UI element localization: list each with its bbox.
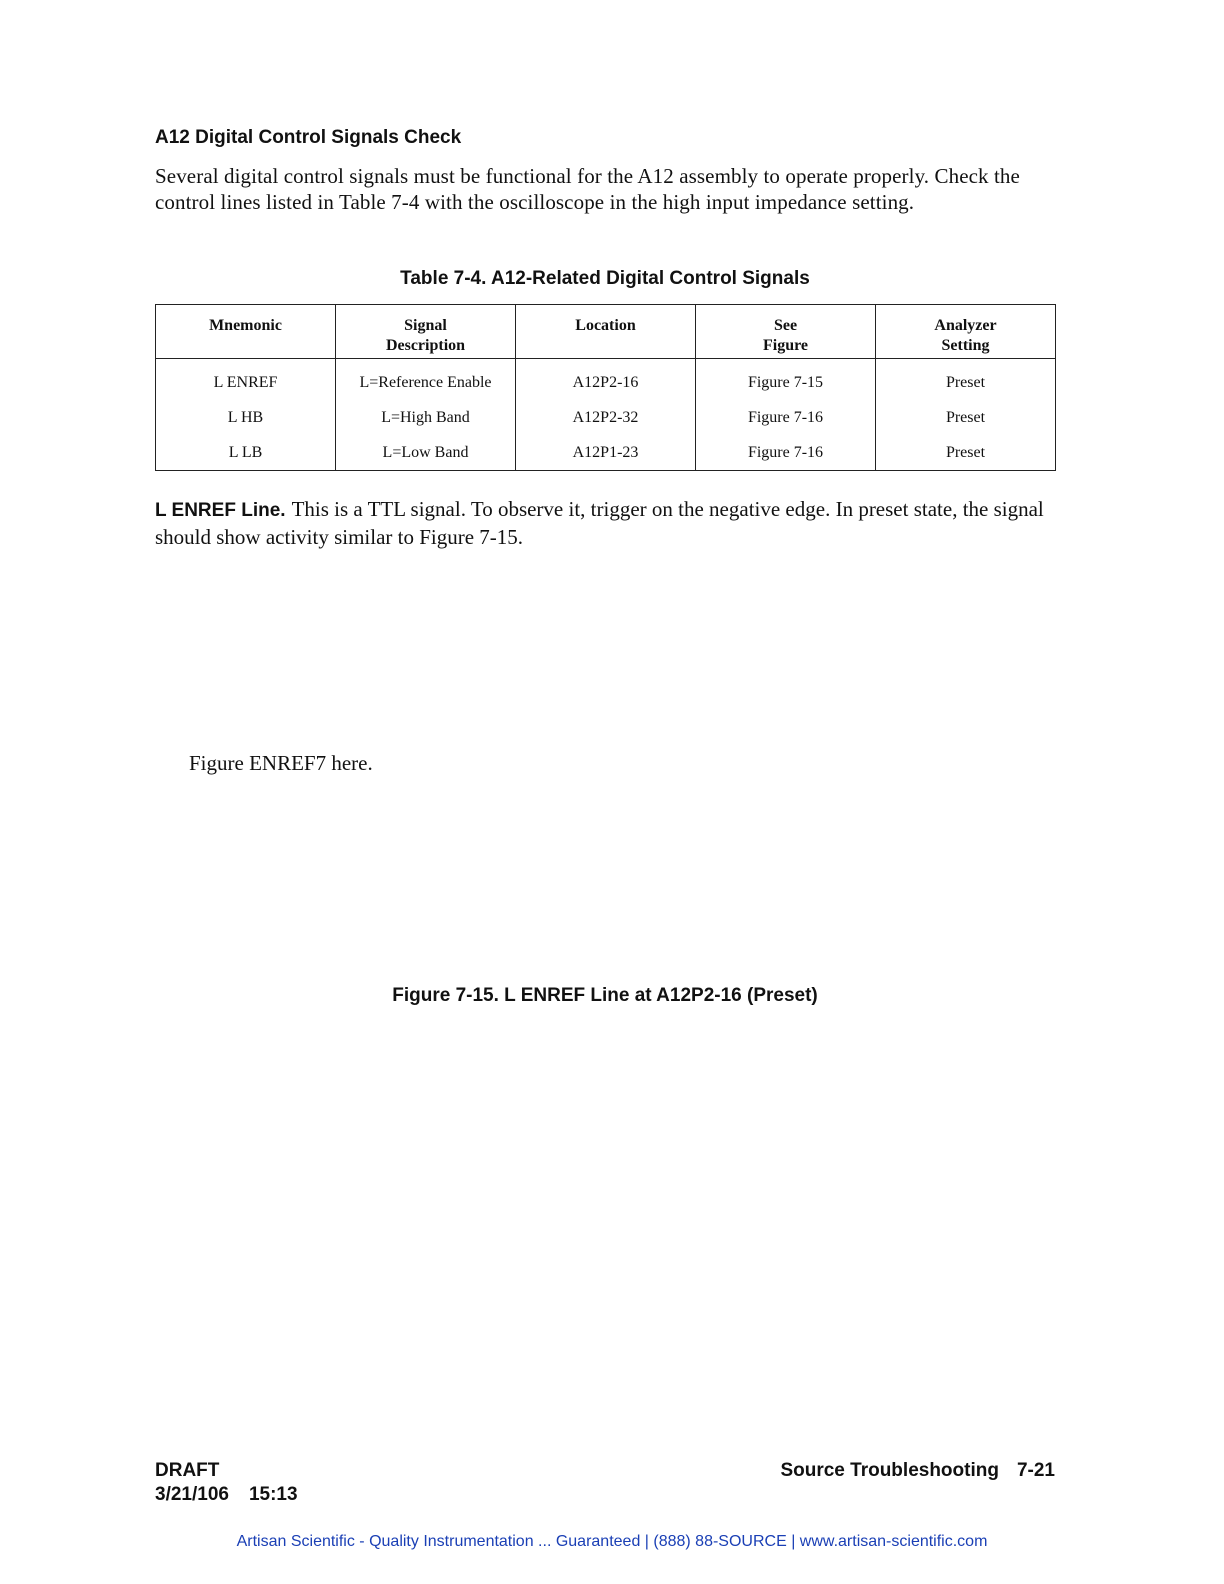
cell-setting: Preset [876,400,1056,435]
page-number: 7-21 [1016,1460,1055,1481]
cell-location: A12P2-32 [516,400,696,435]
table-caption: Table 7-4. A12-Related Digital Control Signals [400,268,810,289]
table-row [156,359,1056,401]
cell-setting: Preset [876,435,1056,471]
header-location [516,305,696,359]
cell-figure: Figure 7-16 [696,435,876,471]
footer-right [780,1459,1055,1483]
enref-text: This is a TTL signal. To observe it, trigger on the negative edge. In preset state, the signal should show activity similar to Figure 7-15. [155,497,1044,549]
header-see-figure [696,305,876,359]
footer-date: 3/21/106 [155,1484,229,1505]
figure-caption: Figure 7-15. L ENREF Line at A12P2-16 (Preset) [392,985,818,1006]
header-line: Description [385,337,466,354]
cell-description: L=High Band [336,400,516,435]
cell-figure: Figure 7-15 [696,359,876,401]
header-line: Figure [762,337,809,354]
cell-description: L=Low Band [336,435,516,471]
footer-time: 15:13 [248,1484,298,1505]
header-signal-description [336,305,516,359]
cell-mnemonic: L HB [156,400,336,435]
cell-location: A12P1-23 [516,435,696,471]
enref-paragraph [155,496,1055,550]
header-mnemonic [156,305,336,359]
header-analyzer-setting [876,305,1056,359]
header-line: Signal [404,317,447,334]
cell-description: L=Reference Enable [336,359,516,401]
run-in-heading: L ENREF Line. [155,500,286,521]
section-heading: A12 Digital Control Signals Check [155,127,462,148]
vendor-banner[interactable]: Artisan Scientific - Quality Instrumentation ... Guaranteed | (888) 88-SOURCE | www.artisan-scientific.com [236,1533,988,1550]
table-row [156,435,1056,471]
footer-section-title: Source Troubleshooting [780,1460,999,1481]
cell-mnemonic: L LB [156,435,336,471]
cell-setting: Preset [876,359,1056,401]
header-line: See [773,317,798,334]
footer-datetime [155,1483,298,1507]
footer-left [155,1459,298,1507]
figure-placeholder: Figure ENREF7 here. [189,751,373,775]
header-line: Location [575,317,636,334]
signals-table [155,304,1056,471]
cell-mnemonic: L ENREF [156,359,336,401]
table-header-row [156,305,1056,359]
cell-figure: Figure 7-16 [696,400,876,435]
intro-paragraph: Several digital control signals must be functional for the A12 assembly to operate properly. Check the control lines listed in Table 7-4 with the oscilloscope in the high input impedance setting. [155,164,1020,214]
table-row [156,400,1056,435]
header-line: Analyzer [934,317,997,334]
footer-draft: DRAFT [155,1460,220,1481]
header-line: Mnemonic [209,317,282,334]
header-line: Setting [941,337,990,354]
cell-location: A12P2-16 [516,359,696,401]
